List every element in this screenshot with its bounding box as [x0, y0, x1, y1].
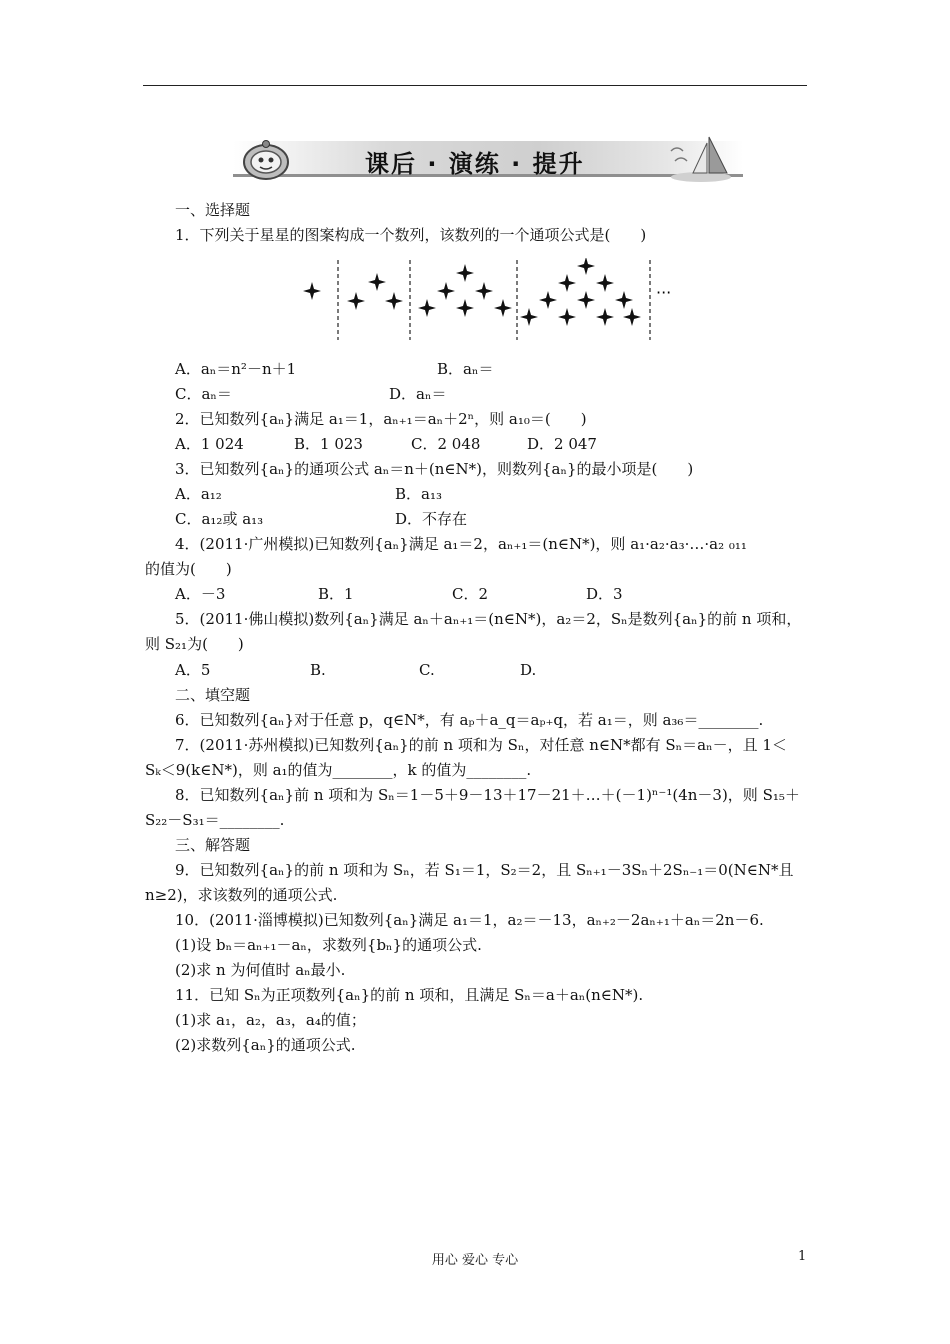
star-icon: [558, 308, 576, 326]
star-pattern-figure: [300, 258, 690, 343]
star-icon: [577, 291, 595, 309]
q3-option-c: C．a₁₂或 a₁₃: [175, 510, 264, 528]
section-heading-fill: 二、填空题: [175, 686, 251, 704]
star-icon: [558, 274, 576, 292]
q4-option-c: C．2: [452, 585, 489, 603]
q1-option-c: C．aₙ＝: [175, 385, 232, 403]
q1-option-a: A．aₙ＝n²－n＋1: [175, 360, 297, 378]
question-4-stem-line2: 的值为( ): [145, 560, 232, 578]
star-icon: [623, 308, 641, 326]
section-heading-choice: 一、选择题: [175, 201, 251, 219]
q1-option-d: D．aₙ＝: [389, 385, 447, 403]
star-icon: [494, 299, 512, 317]
question-7-stem-line1: 7．(2011·苏州模拟)已知数列{aₙ}的前 n 项和为 Sₙ，对任意 n∈N*都有 Sₙ＝aₙ－，且 1＜: [175, 736, 787, 754]
question-8-stem-line2: S₂₂－S₃₁＝________.: [145, 811, 285, 829]
question-3-stem: 3．已知数列{aₙ}的通项公式 aₙ＝n＋(n∈N*)，则数列{aₙ}的最小项是( ): [175, 460, 694, 478]
question-7-stem-line2: Sₖ＜9(k∈N*)，则 a₁的值为________，k 的值为________.: [145, 761, 532, 779]
q4-option-a: A．－3: [175, 585, 226, 603]
question-5-stem-line1: 5．(2011·佛山模拟)数列{aₙ}满足 aₙ＋aₙ₊₁＝(n∈N*)，a₂＝2，Sₙ是数列{aₙ}的前 n 项和，: [175, 610, 802, 628]
star-icon: [347, 292, 365, 310]
star-icon: [596, 274, 614, 292]
figure-ellipsis: ···: [656, 283, 672, 302]
star-icon: [475, 282, 493, 300]
banner-title: 课后 · 演练 · 提升: [365, 150, 585, 178]
question-2-stem: 2．已知数列{aₙ}满足 a₁＝1，aₙ₊₁＝aₙ＋2ⁿ，则 a₁₀＝( ): [175, 410, 587, 428]
star-icon: [456, 299, 474, 317]
q5-option-d: D.: [520, 661, 537, 679]
q2-option-a: A．1 024: [175, 435, 244, 453]
question-5-stem-line2: 则 S₂₁为( ): [145, 635, 244, 653]
q5-option-a: A．5: [175, 661, 211, 679]
question-10-part-2: (2)求 n 为何值时 aₙ最小.: [175, 961, 346, 979]
sailboat-icon: [665, 131, 735, 183]
question-1-stem: 1．下列关于星星的图案构成一个数列，该数列的一个通项公式是( ): [175, 226, 647, 244]
star-icon: [577, 258, 595, 275]
header-rule: [143, 85, 807, 86]
star-icon: [368, 273, 386, 291]
q3-option-a: A．a₁₂: [175, 485, 222, 503]
q3-option-d: D．不存在: [395, 510, 468, 528]
q5-option-b: B.: [310, 661, 326, 679]
q2-option-d: D．2 047: [527, 435, 597, 453]
question-9-stem-line1: 9．已知数列{aₙ}的前 n 项和为 Sₙ，若 S₁＝1，S₂＝2，且 Sₙ₊₁－3Sₙ＋2Sₙ₋₁＝0(N∈N*且: [175, 861, 794, 879]
question-4-stem-line1: 4．(2011·广州模拟)已知数列{aₙ}满足 a₁＝2，aₙ₊₁＝(n∈N*)，则 a₁·a₂·a₃·…·a₂ ₀₁₁: [175, 535, 747, 553]
star-icon: [385, 292, 403, 310]
question-11-part-2: (2)求数列{aₙ}的通项公式.: [175, 1036, 356, 1054]
star-icon: [615, 291, 633, 309]
star-icon: [418, 299, 436, 317]
page-footer: 用心 爱心 专心: [431, 1253, 519, 1268]
q3-option-b: B．a₁₃: [395, 485, 442, 503]
question-11-stem: 11．已知 Sₙ为正项数列{aₙ}的前 n 项和，且满足 Sₙ＝a＋aₙ(n∈N*).: [175, 986, 644, 1004]
q4-option-b: B．1: [318, 585, 354, 603]
q1-option-b: B．aₙ＝: [437, 360, 494, 378]
star-icon: [520, 308, 538, 326]
star-icon: [539, 291, 557, 309]
section-banner: [205, 127, 745, 189]
star-icon: [303, 282, 321, 300]
q2-option-c: C．2 048: [411, 435, 481, 453]
star-icon: [456, 264, 474, 282]
page-number: 1: [798, 1249, 807, 1264]
q2-option-b: B．1 023: [294, 435, 363, 453]
star-icon: [437, 282, 455, 300]
section-heading-solve: 三、解答题: [175, 836, 251, 854]
clock-icon: [241, 139, 291, 181]
question-10-stem: 10．(2011·淄博模拟)已知数列{aₙ}满足 a₁＝1，a₂＝－13，aₙ₊₂－2aₙ₊₁＋aₙ＝2n－6.: [175, 911, 764, 929]
question-8-stem-line1: 8．已知数列{aₙ}前 n 项和为 Sₙ＝1－5＋9－13＋17－21＋…＋(－1)ⁿ⁻¹(4n－3)，则 S₁₅＋: [175, 786, 800, 804]
question-10-part-1: (1)设 bₙ＝aₙ₊₁－aₙ，求数列{bₙ}的通项公式.: [175, 936, 482, 954]
question-9-stem-line2: n≥2)，求该数列的通项公式.: [145, 886, 338, 904]
question-11-part-1: (1)求 a₁，a₂，a₃，a₄的值；: [175, 1011, 366, 1029]
question-6-stem: 6．已知数列{aₙ}对于任意 p，q∈N*，有 aₚ＋a_q＝aₚ₊q，若 a₁＝，则 a₃₆＝________.: [175, 711, 764, 729]
q4-option-d: D．3: [586, 585, 623, 603]
q5-option-c: C.: [419, 661, 435, 679]
star-icon: [596, 308, 614, 326]
